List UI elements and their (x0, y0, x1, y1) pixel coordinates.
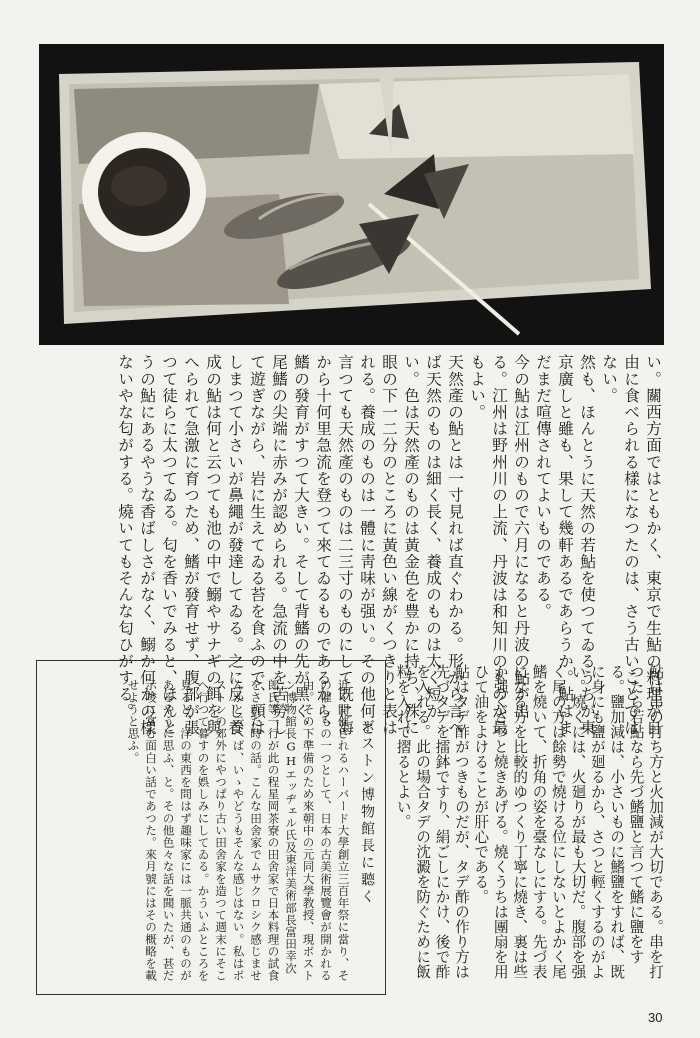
article-paragraph: 鮎は串の打ち方と火加減が大切である。串を打つたら若鮎なら先づ鰭鹽と言つて鰭に鹽をする。鹽加減は、小さいものに鰭鹽をすれば、既に身にも鹽が廻るから、さつと輕くするのがよい。燒くには、火廻りが最も大切だ。腹部を强く尾の方は餘勢で燒ける位にしないとよかく尾鰭を燒いて、折角の姿を臺なしにする。先づ表になる方を比較的ゆつくり丁寧に燒き、裏は些か强くさつと燒きあげる。燒くうちは團扇を用ひて油をよけることが肝心である。 (472, 664, 664, 979)
sidebar-text: 近く開催されるハーバード大學創立三百年祭に當り、その催しもの一つとして、日本の古美術展覽會が開かれる由。その下準備のため來朝中の元同大學教授、現ボストン博物館長GHエッヂェル氏及東洋美術部長富田幸次郎氏等一行が此の程星岡茶寮の田舍家で日本料理の試食をされた時の話。こんな田舍家でムサクロシク感じませんかと云へば、いゝやどうもそんな感じはない。私はボストンの郊外にやつぱり古い田舍家を造つて週末にそこへ行つて暮すのを娯しみにしてゐる。かういふところを見ると、洋の東西を問はず趣味家には一脈共通のものがあるやうに思ふ、と。その他色々な話を聞いたが、甚だ示唆に富む面白い話であつた。來月號にはその概略を載せようと思ふ。 (126, 679, 351, 982)
ayu-photo (39, 44, 664, 345)
article-paragraph: 天然產の鮎とは一寸見れば直ぐわかる。形から言へば天然のものは細く長く、養成のものは太く短かい。色は天然產のものは黃金色を豊かに持ち、殊に眼の下一二分のところに黃色い線がくつきりと表はれる。養成のものは一體に靑味が强い。その他何と言つても天然產のものは二三寸のものにして既に海から十何里急流を登つて來てゐるものであるから、鰭の發育がすつて大きい。そして背鰭の先が黑く、尾鰭の尖端に赤みが認められる。急流の中を苦勞して遊ぎながら、岩に生えてゐる苔を食ふので、頭はしまつて小さいが鼻繩が發達してゐる。之に反し養成の鮎は何と云つても池の中で鰯やサナギの餌を與へられて急激に育つため、鰭が發育せず、腹部が張つて徒らに太つてゐる。匂を香いでみると、ほんとうの鮎にあるやうな香ばしさがなく、鰯か何かの樣ないやな匂がする。燒いてもそんな匂ひがする。 (116, 354, 464, 736)
page-number: 30 (648, 1010, 663, 1025)
article-paragraph: 然も、ほんとうに天然の若鮎を使つてゐるうちが東京廣しと雖も、果して幾軒あるであらうか。鮎はまだまだ喧傳されてよいものである。 (534, 354, 596, 736)
sidebar-content (47, 679, 375, 985)
article-lower (393, 664, 665, 992)
sidebar-box (36, 660, 386, 995)
article-paragraph: 鮎はタデ酢がつきものだが、タデ酢の作り方は先づタデを擂鉢ですり、絹ごしにかけ、後で酢を入れる。此の場合タデの沈澱を防ぐために飯粒を入れて摺るとよい。 (394, 664, 470, 979)
ayu-plate-illustration (39, 44, 664, 345)
article-paragraph: 今の鮎は江州のもので六月になると丹波の鮎が出る。江州は野州川の上流、丹波は和知川のものが最もよい。 (468, 354, 530, 736)
sidebar-title: ボストン博物館長に聽く (359, 719, 375, 906)
article-paragraph: い。關西方面ではともかく、東京で生鮎の料理が自由に食べられる樣になつたのは、さう古いことではない。 (600, 354, 662, 736)
